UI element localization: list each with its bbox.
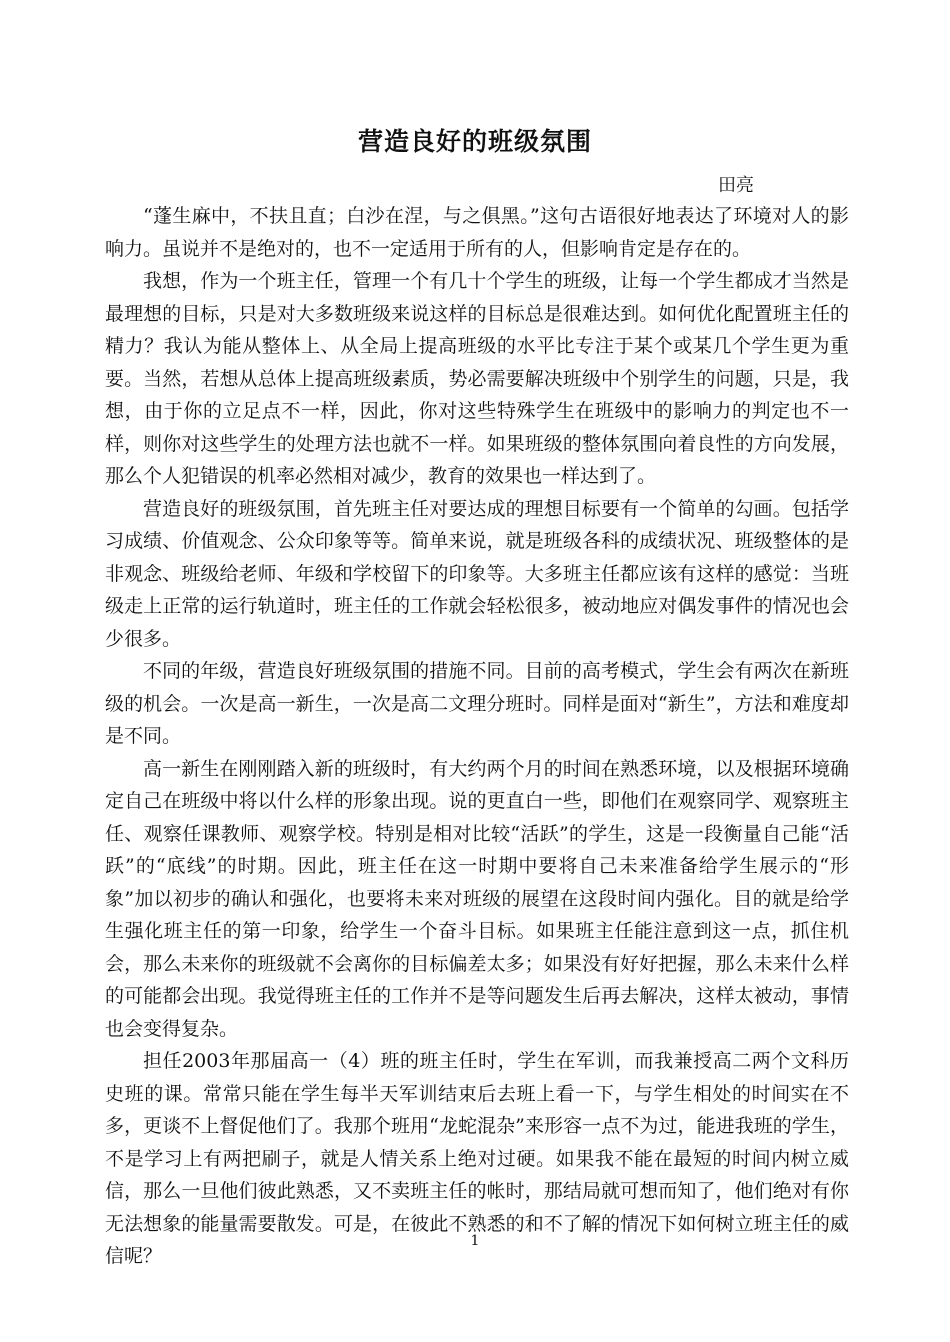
document-body: [105, 200, 849, 1273]
paragraph-2: 我想，作为一个班主任，管理一个有几十个学生的班级，让每一个学生都成才当然是最理想的目标，只是对大多数班级来说这样的目标总是很难达到。如何优化配置班主任的精力？我认为能从整体上、从全局上提高班级的水平比专注于某个或某几个学生更为重要。当然，若想从总体上提高班级素质，势必需要解决班级中个别学生的问题，只是，我想，由于你的立足点不一样，因此，你对这些特殊学生在班级中的影响力的判定也不一样，则你对这些学生的处理方法也就不一样。如果班级的整体氛围向着良性的方向发展，那么个人犯错误的机率必然相对减少，教育的效果也一样达到了。: [105, 270, 849, 487]
document-title: 营造良好的班级氛围: [357, 127, 592, 156]
paragraph-4: 不同的年级，营造良好班级氛围的措施不同。目前的高考模式，学生会有两次在新班级的机会。一次是高一新生，一次是高二文理分班时。同样是面对“新生”，方法和难度却是不同。: [105, 660, 849, 747]
paragraph-5: 高一新生在刚刚踏入新的班级时，有大约两个月的时间在熟悉环境，以及根据环境确定自己在班级中将以什么样的形象出现。说的更直白一些，即他们在观察同学、观察班主任、观察任课教师、观察学校。特别是相对比较“活跃”的学生，这是一段衡量自己能“活跃”的“底线”的时期。因此，班主任在这一时期中要将自己未来准备给学生展示的“形象”加以初步的确认和强化，也要将未来对班级的展望在这段时间内强化。目的就是给学生强化班主任的第一印象，给学生一个奋斗目标。如果班主任能注意到这一点，抓住机会，那么未来你的班级就不会离你的目标偏差太多；如果没有好好把握，那么未来什么样的可能都会出现。我觉得班主任的工作并不是等问题发生后再去解决，这样太被动，事情也会变得复杂。: [105, 757, 849, 1040]
author-name: 田亮: [718, 175, 754, 196]
paragraph-1: “蓬生麻中，不扶且直；白沙在涅，与之俱黑。”这句古语很好地表达了环境对人的影响力。虽说并不是绝对的，也不一定适用于所有的人，但影响肯定是存在的。: [105, 205, 849, 260]
paragraph-6: 担任2003年那届高一（4）班的班主任时，学生在军训，而我兼授高二两个文科历史班的课。常常只能在学生每半天军训结束后去班上看一下，与学生相处的时间实在不多，更谈不上督促他们了。我那个班用“龙蛇混杂”来形容一点不为过，能进我班的学生，不是学习上有两把刷子，就是人情关系上绝对过硬。如果我不能在最短的时间内树立威信，那么一旦他们彼此熟悉，又不卖班主任的帐时，那结局就可想而知了，他们绝对有你无法想象的能量需要散发。可是，在彼此不熟悉的和不了解的情况下如何树立班主任的威信呢？: [105, 1050, 849, 1267]
paragraph-3: 营造良好的班级氛围，首先班主任对要达成的理想目标要有一个简单的勾画。包括学习成绩、价值观念、公众印象等等。简单来说，就是班级各科的成绩状况、班级整体的是非观念、班级给老师、年级和学校留下的印象等。大多班主任都应该有这样的感觉：当班级走上正常的运行轨道时，班主任的工作就会轻松很多，被动地应对偶发事件的情况也会少很多。: [105, 497, 849, 650]
page-number: 1: [470, 1233, 480, 1249]
